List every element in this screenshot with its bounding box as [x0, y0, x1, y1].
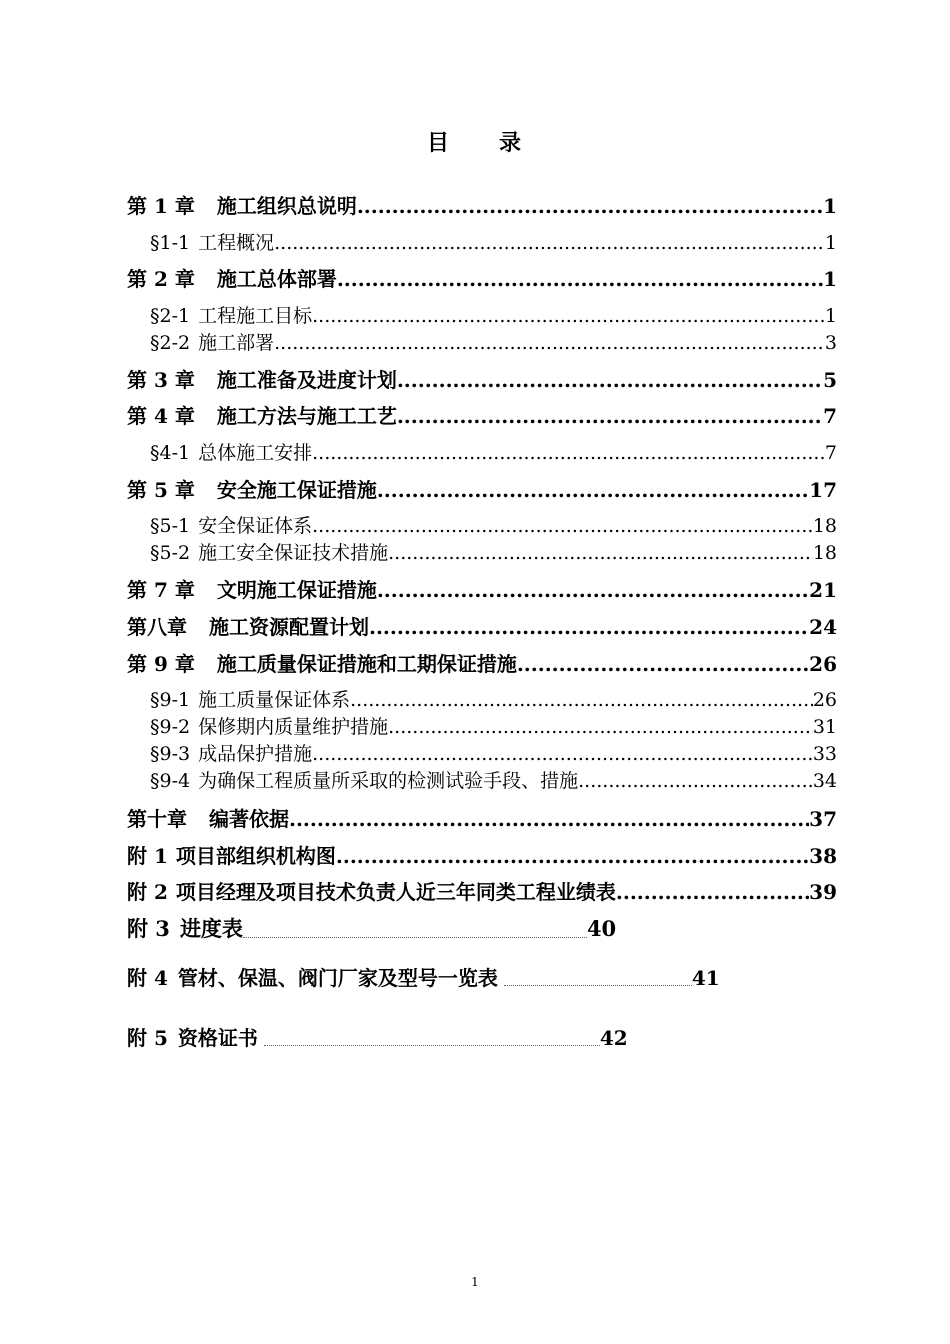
- dot-leader: [336, 844, 809, 868]
- dot-leader: [397, 404, 823, 428]
- toc-entry-appendix-2[interactable]: 附 2 项目经理及项目技术负责人近三年同类工程业绩表 ..... 39: [127, 876, 837, 905]
- page-number: 31: [812, 716, 837, 738]
- underline-leader: [243, 937, 587, 938]
- toc-entry-section-9-1[interactable]: §9-1 施工质量保证体系 ..... 26: [150, 685, 837, 712]
- footer-page-number: 1: [471, 1275, 479, 1289]
- page-number: 39: [809, 880, 837, 904]
- dot-leader: [517, 652, 809, 676]
- toc-entry-chapter-4[interactable]: 第 4 章 施工方法与施工工艺 ..... 7: [127, 400, 837, 429]
- dot-leader: [388, 542, 813, 564]
- toc-entry-section-5-2[interactable]: §5-2 施工安全保证技术措施 ..... 18: [150, 538, 837, 565]
- page-number: 42: [599, 1026, 628, 1050]
- page-number: 18: [812, 515, 837, 537]
- dot-leader: [289, 807, 809, 831]
- toc-entry-section-9-3[interactable]: §9-3 成品保护措施 ..... 33: [150, 739, 837, 766]
- toc-entry-appendix-1[interactable]: 附 1 项目部组织机构图 ..... 38: [127, 840, 837, 869]
- toc-entry-section-1-1[interactable]: §1-1 工程概况 ..... 1: [150, 228, 837, 255]
- page-number: 24: [809, 615, 837, 639]
- page-number: 26: [812, 689, 837, 711]
- page-number: 7: [823, 404, 837, 428]
- toc-entry-chapter-1[interactable]: 第 1 章 施工组织总说明 ..... 1: [127, 190, 837, 219]
- page-number: 1: [824, 305, 837, 327]
- dot-leader: [337, 267, 823, 291]
- toc-entry-chapter-2[interactable]: 第 2 章 施工总体部署 ..... 1: [127, 263, 837, 292]
- toc-entry-chapter-9[interactable]: 第 9 章 施工质量保证措施和工期保证措施 ..... 26: [127, 648, 837, 677]
- page-number: 41: [691, 966, 720, 990]
- dot-leader: [312, 442, 825, 464]
- dot-leader: [616, 880, 809, 904]
- page-number: 40: [586, 916, 617, 941]
- toc-entry-section-2-2[interactable]: §2-2 施工部署 ..... 3: [150, 328, 837, 355]
- dot-leader: [350, 689, 813, 711]
- page-number: 34: [812, 770, 837, 792]
- toc-entry-chapter-7[interactable]: 第 7 章 文明施工保证措施 ..... 21: [127, 574, 837, 603]
- dot-leader: [377, 478, 809, 502]
- dot-leader: [274, 232, 825, 254]
- toc-entry-chapter-8[interactable]: 第八章 施工资源配置计划 ..... 24: [127, 611, 837, 640]
- page-number: 18: [812, 542, 837, 564]
- page-number: 1: [824, 232, 837, 254]
- dot-leader: [357, 194, 823, 218]
- page-number: 7: [824, 442, 837, 464]
- toc-entry-appendix-4[interactable]: 附 4 管材、保温、阀门厂家及型号一览表 41: [127, 966, 720, 990]
- page-number: 26: [809, 652, 837, 676]
- toc-entry-section-9-2[interactable]: §9-2 保修期内质量维护措施 ..... 31: [150, 712, 837, 739]
- toc-entry-chapter-5[interactable]: 第 5 章 安全施工保证措施 ..... 17: [127, 474, 837, 503]
- dot-leader: [312, 515, 813, 537]
- toc-entry-section-4-1[interactable]: §4-1 总体施工安排 ..... 7: [150, 438, 837, 465]
- toc-entry-chapter-3[interactable]: 第 3 章 施工准备及进度计划 ..... 5: [127, 364, 837, 393]
- dot-leader: [578, 770, 813, 792]
- toc-entry-chapter-10[interactable]: 第十章 编著依据 ..... 37: [127, 803, 837, 832]
- page-number: 5: [823, 368, 837, 392]
- page-number: 38: [809, 844, 837, 868]
- toc-entry-section-2-1[interactable]: §2-1 工程施工目标 ..... 1: [150, 301, 837, 328]
- dot-leader: [312, 743, 813, 765]
- page-number: 21: [809, 578, 837, 602]
- dot-leader: [377, 578, 809, 602]
- dot-leader: [397, 368, 823, 392]
- page-number: 33: [812, 743, 837, 765]
- dot-leader: [388, 716, 813, 738]
- toc-entry-appendix-5[interactable]: 附 5 资格证书 42: [127, 1026, 628, 1050]
- toc-entry-section-5-1[interactable]: §5-1 安全保证体系 ..... 18: [150, 511, 837, 538]
- underline-leader: [504, 985, 692, 986]
- dot-leader: [369, 615, 809, 639]
- page-number: 3: [824, 332, 837, 354]
- toc-entry-section-9-4[interactable]: §9-4 为确保工程质量所采取的检测试验手段、措施 ..... 34: [150, 766, 837, 793]
- toc-title: 目 录: [426, 130, 524, 156]
- page-number: 17: [809, 478, 837, 502]
- dot-leader: [274, 332, 825, 354]
- page-number: 37: [809, 807, 837, 831]
- toc-entry-appendix-3[interactable]: 附 3 进度表 40: [127, 916, 617, 941]
- dot-leader: [312, 305, 825, 327]
- page-number: 1: [823, 194, 837, 218]
- underline-leader: [264, 1045, 600, 1046]
- page-number: 1: [823, 267, 837, 291]
